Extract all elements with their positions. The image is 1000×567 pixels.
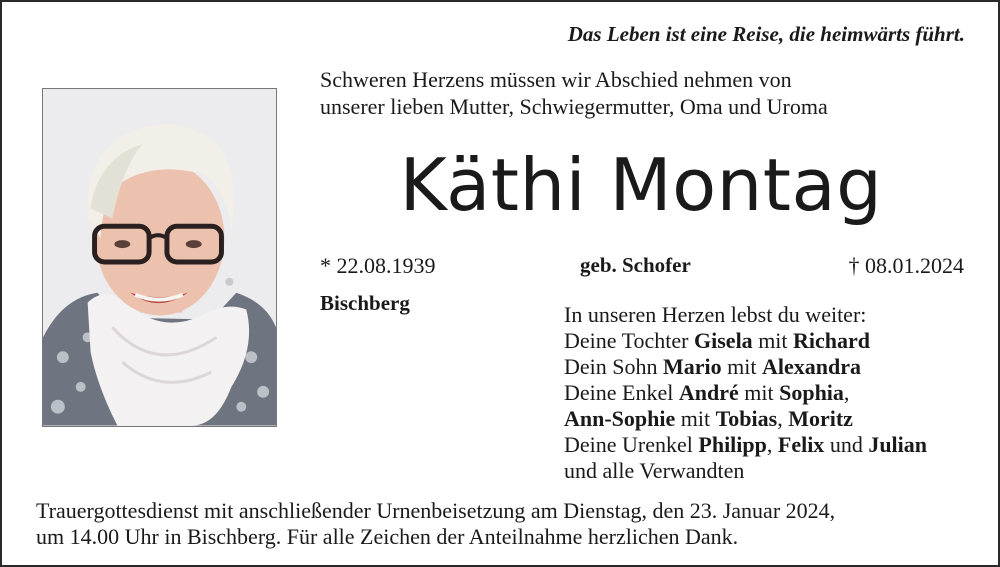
family-line: und alle Verwandten <box>564 458 745 483</box>
relative-name: Tobias <box>715 406 778 431</box>
motto: Das Leben ist eine Reise, die heimwärts führt. <box>567 22 965 46</box>
maiden-name: geb. Schofer <box>580 253 691 277</box>
family-list <box>564 302 927 484</box>
relative-name: Ann-Sophie <box>564 406 676 431</box>
family-line <box>564 328 927 354</box>
connector-text: , <box>777 406 789 431</box>
connector-text: , <box>843 380 850 405</box>
relation-label: Deine Urenkel <box>564 432 699 457</box>
relative-name: Richard <box>793 328 871 353</box>
deceased-name: Käthi Montag <box>399 143 883 227</box>
service-info <box>36 498 971 550</box>
relative-name: Julian <box>868 432 928 457</box>
birth-date: * 22.08.1939 <box>320 253 436 278</box>
connector-text: mit <box>738 380 780 405</box>
connector-text: und <box>824 432 869 457</box>
connector-text: , <box>766 432 778 457</box>
death-date: † 08.01.2024 <box>848 253 964 278</box>
relative-name: Philipp <box>698 432 767 457</box>
intro-line: unserer lieben Mutter, Schwiegermutter, Oma und Uroma <box>320 94 828 119</box>
relative-name: Gisela <box>694 328 753 353</box>
intro-text <box>320 66 828 120</box>
family-line <box>564 354 927 380</box>
relative-name: Sophia <box>779 380 844 405</box>
relation-label: Deine Enkel <box>564 380 679 405</box>
relation-label: Deine Tochter <box>564 328 695 353</box>
family-line <box>564 380 927 406</box>
intro-line: Schweren Herzens müssen wir Abschied nehmen von <box>320 67 792 92</box>
portrait-icon <box>43 89 276 426</box>
service-line: um 14.00 Uhr in Bischberg. Für alle Zeichen der Anteilnahme herzlichen Dank. <box>36 524 739 549</box>
relative-name: Alexandra <box>762 354 861 379</box>
connector-text: mit <box>721 354 762 379</box>
connector-text: mit <box>675 406 716 431</box>
service-line: Trauergottesdienst mit anschließender Urnenbeisetzung am Dienstag, den 23. Januar 2024, <box>36 498 836 523</box>
relative-name: André <box>678 380 739 405</box>
relative-name: Mario <box>663 354 722 379</box>
place-name: Bischberg <box>320 291 410 315</box>
family-line <box>564 432 927 458</box>
connector-text: mit <box>752 328 794 353</box>
family-line <box>564 406 927 432</box>
portrait-photo <box>42 88 277 427</box>
relative-name: Felix <box>777 432 825 457</box>
relation-label: Dein Sohn <box>564 354 663 379</box>
family-heading: In unseren Herzen lebst du weiter: <box>564 302 867 327</box>
relative-name: Moritz <box>788 406 853 431</box>
